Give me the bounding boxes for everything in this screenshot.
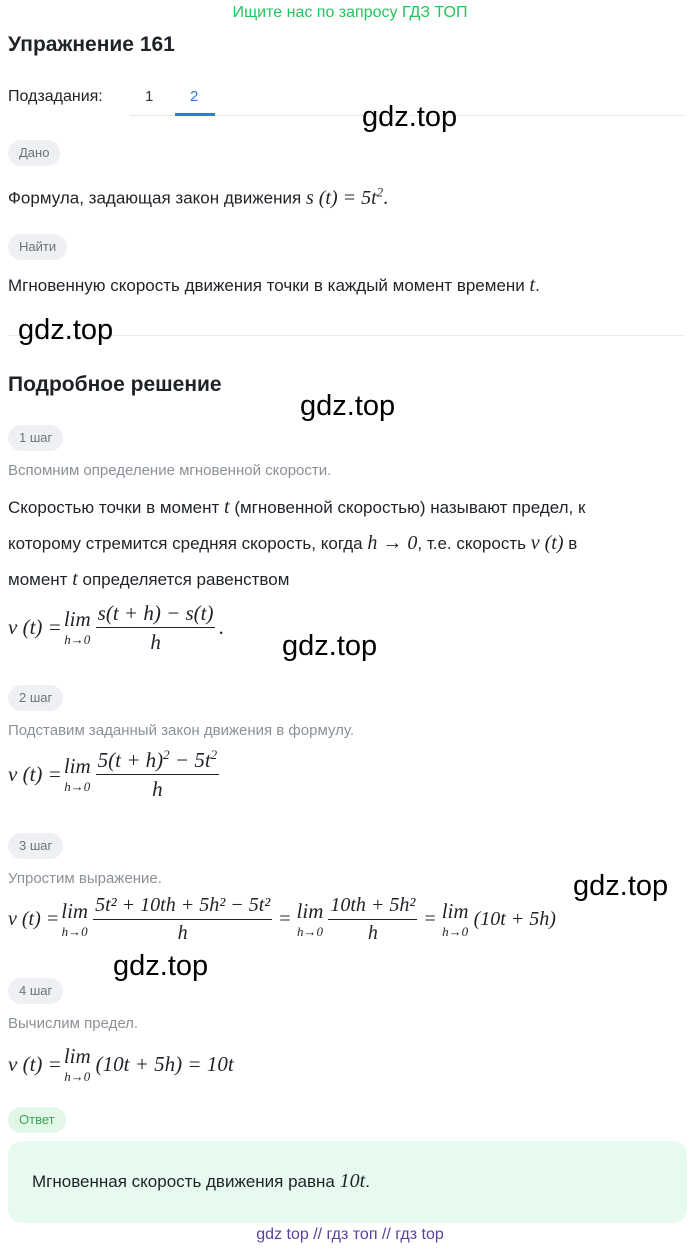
given-formula-end: . bbox=[383, 186, 389, 209]
given-text bbox=[8, 180, 388, 211]
step3-limit-1-lim: lim bbox=[61, 899, 89, 923]
watermark-1: gdz.top bbox=[362, 101, 458, 133]
step1-formula bbox=[8, 602, 224, 653]
step1-line1-t: t bbox=[224, 496, 230, 518]
find-badge: Найти bbox=[8, 234, 67, 260]
step3-limit-1-sub: h→0 bbox=[61, 924, 88, 939]
step3-limit-2-sub: h→0 bbox=[296, 924, 323, 939]
step3-fraction-2 bbox=[328, 895, 417, 944]
step3-formula bbox=[8, 895, 556, 944]
step1-line3-b: определяется равенством bbox=[82, 570, 290, 589]
step1-line2-c: в bbox=[568, 534, 578, 553]
step3-badge: 3 шаг bbox=[8, 833, 63, 859]
answer-badge: Ответ bbox=[8, 1107, 66, 1133]
step1-fraction bbox=[96, 602, 216, 653]
answer-description: Мгновенная скорость движения равна bbox=[32, 1172, 335, 1191]
step2-fraction bbox=[96, 748, 220, 800]
step1-limit-lim: lim bbox=[63, 607, 91, 632]
find-description: Мгновенную скорость движения точки в каждый момент времени bbox=[8, 276, 525, 295]
step4-limit-lim: lim bbox=[63, 1044, 91, 1068]
step1-fraction-den: h bbox=[150, 630, 161, 655]
answer-value: 10t bbox=[339, 1170, 366, 1192]
step2-limit bbox=[63, 753, 91, 794]
step4-formula-lhs: v (t) = bbox=[8, 1052, 62, 1076]
solution-heading: Подробное решение bbox=[8, 373, 222, 396]
step1-fraction-num: s(t + h) − s(t) bbox=[96, 602, 216, 628]
step3-limit-2-lim: lim bbox=[296, 899, 324, 923]
tab-subtask-2[interactable]: 2 bbox=[190, 88, 199, 105]
given-formula bbox=[305, 184, 389, 209]
step1-hint: Вспомним определение мгновенной скорости. bbox=[8, 462, 332, 479]
step3-hint: Упростим выражение. bbox=[8, 870, 162, 887]
step3-limit-2 bbox=[297, 901, 324, 938]
given-description: Формула, задающая закон движения bbox=[8, 188, 302, 208]
step3-limit-3-sub: h→0 bbox=[442, 924, 469, 939]
step4-limit-sub: h→0 bbox=[64, 1069, 91, 1084]
step2-formula bbox=[8, 748, 222, 800]
step2-limit-sub: h→0 bbox=[64, 778, 91, 794]
step3-final-expr: (10t + 5h) bbox=[473, 908, 556, 930]
step2-num-exp1: 2 bbox=[163, 747, 170, 762]
answer-end: . bbox=[365, 1172, 370, 1191]
step4-badge: 4 шаг bbox=[8, 978, 63, 1004]
watermark-5: gdz.top bbox=[573, 870, 669, 902]
find-text bbox=[8, 273, 540, 298]
step1-line2-v: v (t) bbox=[530, 532, 564, 554]
step1-limit-sub: h→0 bbox=[64, 632, 91, 648]
step1-formula-end: . bbox=[218, 615, 224, 640]
page-title: Упражнение 161 bbox=[8, 33, 175, 56]
step2-fraction-den: h bbox=[152, 777, 163, 802]
watermark-6: gdz.top bbox=[113, 950, 209, 982]
step2-fraction-num bbox=[96, 748, 220, 775]
step1-line1-a: Скоростью точки в момент bbox=[8, 498, 220, 517]
step3-equals-1: = bbox=[279, 908, 291, 930]
step1-line2-a: которому стремится средняя скорость, когда bbox=[8, 534, 363, 553]
given-formula-body: s (t) = 5t bbox=[305, 186, 377, 209]
step3-equals-2: = bbox=[424, 908, 436, 930]
step1-line3-t: t bbox=[72, 568, 78, 590]
active-tab-indicator bbox=[175, 113, 215, 116]
step3-limit-1 bbox=[61, 901, 88, 938]
given-badge: Дано bbox=[8, 140, 60, 166]
step1-line2-math: h → 0 bbox=[367, 532, 418, 554]
watermark-3: gdz.top bbox=[300, 390, 396, 422]
step1-line3-a: момент bbox=[8, 570, 68, 589]
step1-line3 bbox=[8, 567, 289, 592]
step2-formula-lhs: v (t) = bbox=[8, 761, 62, 786]
step4-limit bbox=[64, 1046, 91, 1083]
footer-links[interactable]: gdz top // гдз топ // гдз top bbox=[256, 1226, 444, 1243]
step1-line2-b: , т.е. скорость bbox=[417, 534, 526, 553]
step4-formula bbox=[8, 1046, 234, 1083]
step3-fraction-1-num: 5t² + 10th + 5h² − 5t² bbox=[93, 895, 272, 920]
step1-badge: 1 шаг bbox=[8, 425, 63, 451]
step2-num-exp2: 2 bbox=[210, 747, 218, 762]
step2-badge: 2 шаг bbox=[8, 685, 63, 711]
watermark-2: gdz.top bbox=[18, 314, 114, 346]
watermark-4: gdz.top bbox=[282, 630, 378, 662]
step1-line2 bbox=[8, 531, 577, 556]
step3-formula-lhs: v (t) = bbox=[8, 908, 60, 930]
answer-text bbox=[32, 1170, 370, 1193]
step1-line1-b: (мгновенной скоростью) называют предел, к bbox=[234, 498, 586, 517]
step1-limit bbox=[64, 609, 91, 646]
step1-line1 bbox=[8, 495, 585, 520]
step2-num-b: − 5t bbox=[169, 748, 211, 772]
step4-hint: Вычислим предел. bbox=[8, 1015, 139, 1032]
given-formula-exponent: 2 bbox=[376, 184, 384, 199]
find-variable: t bbox=[529, 274, 536, 296]
find-end: . bbox=[535, 276, 540, 295]
tab-subtask-1[interactable]: 1 bbox=[145, 88, 154, 105]
step1-formula-lhs: v (t) = bbox=[8, 615, 62, 640]
step3-fraction-2-num: 10th + 5h² bbox=[328, 895, 417, 920]
step3-fraction-1 bbox=[93, 895, 272, 944]
step4-formula-rhs: (10t + 5h) = 10t bbox=[95, 1052, 234, 1076]
step3-limit-3 bbox=[442, 901, 469, 938]
step3-fraction-2-den: h bbox=[367, 922, 378, 944]
step2-hint: Подставим заданный закон движения в формулу. bbox=[8, 722, 355, 739]
step2-limit-lim: lim bbox=[63, 753, 91, 778]
step3-fraction-1-den: h bbox=[177, 922, 188, 944]
step3-limit-3-lim: lim bbox=[441, 899, 469, 923]
step2-num-a: 5(t + h) bbox=[97, 748, 164, 772]
subtasks-label: Подзадания: bbox=[8, 88, 103, 105]
promo-banner[interactable]: Ищите нас по запросу ГДЗ ТОП bbox=[232, 4, 468, 21]
